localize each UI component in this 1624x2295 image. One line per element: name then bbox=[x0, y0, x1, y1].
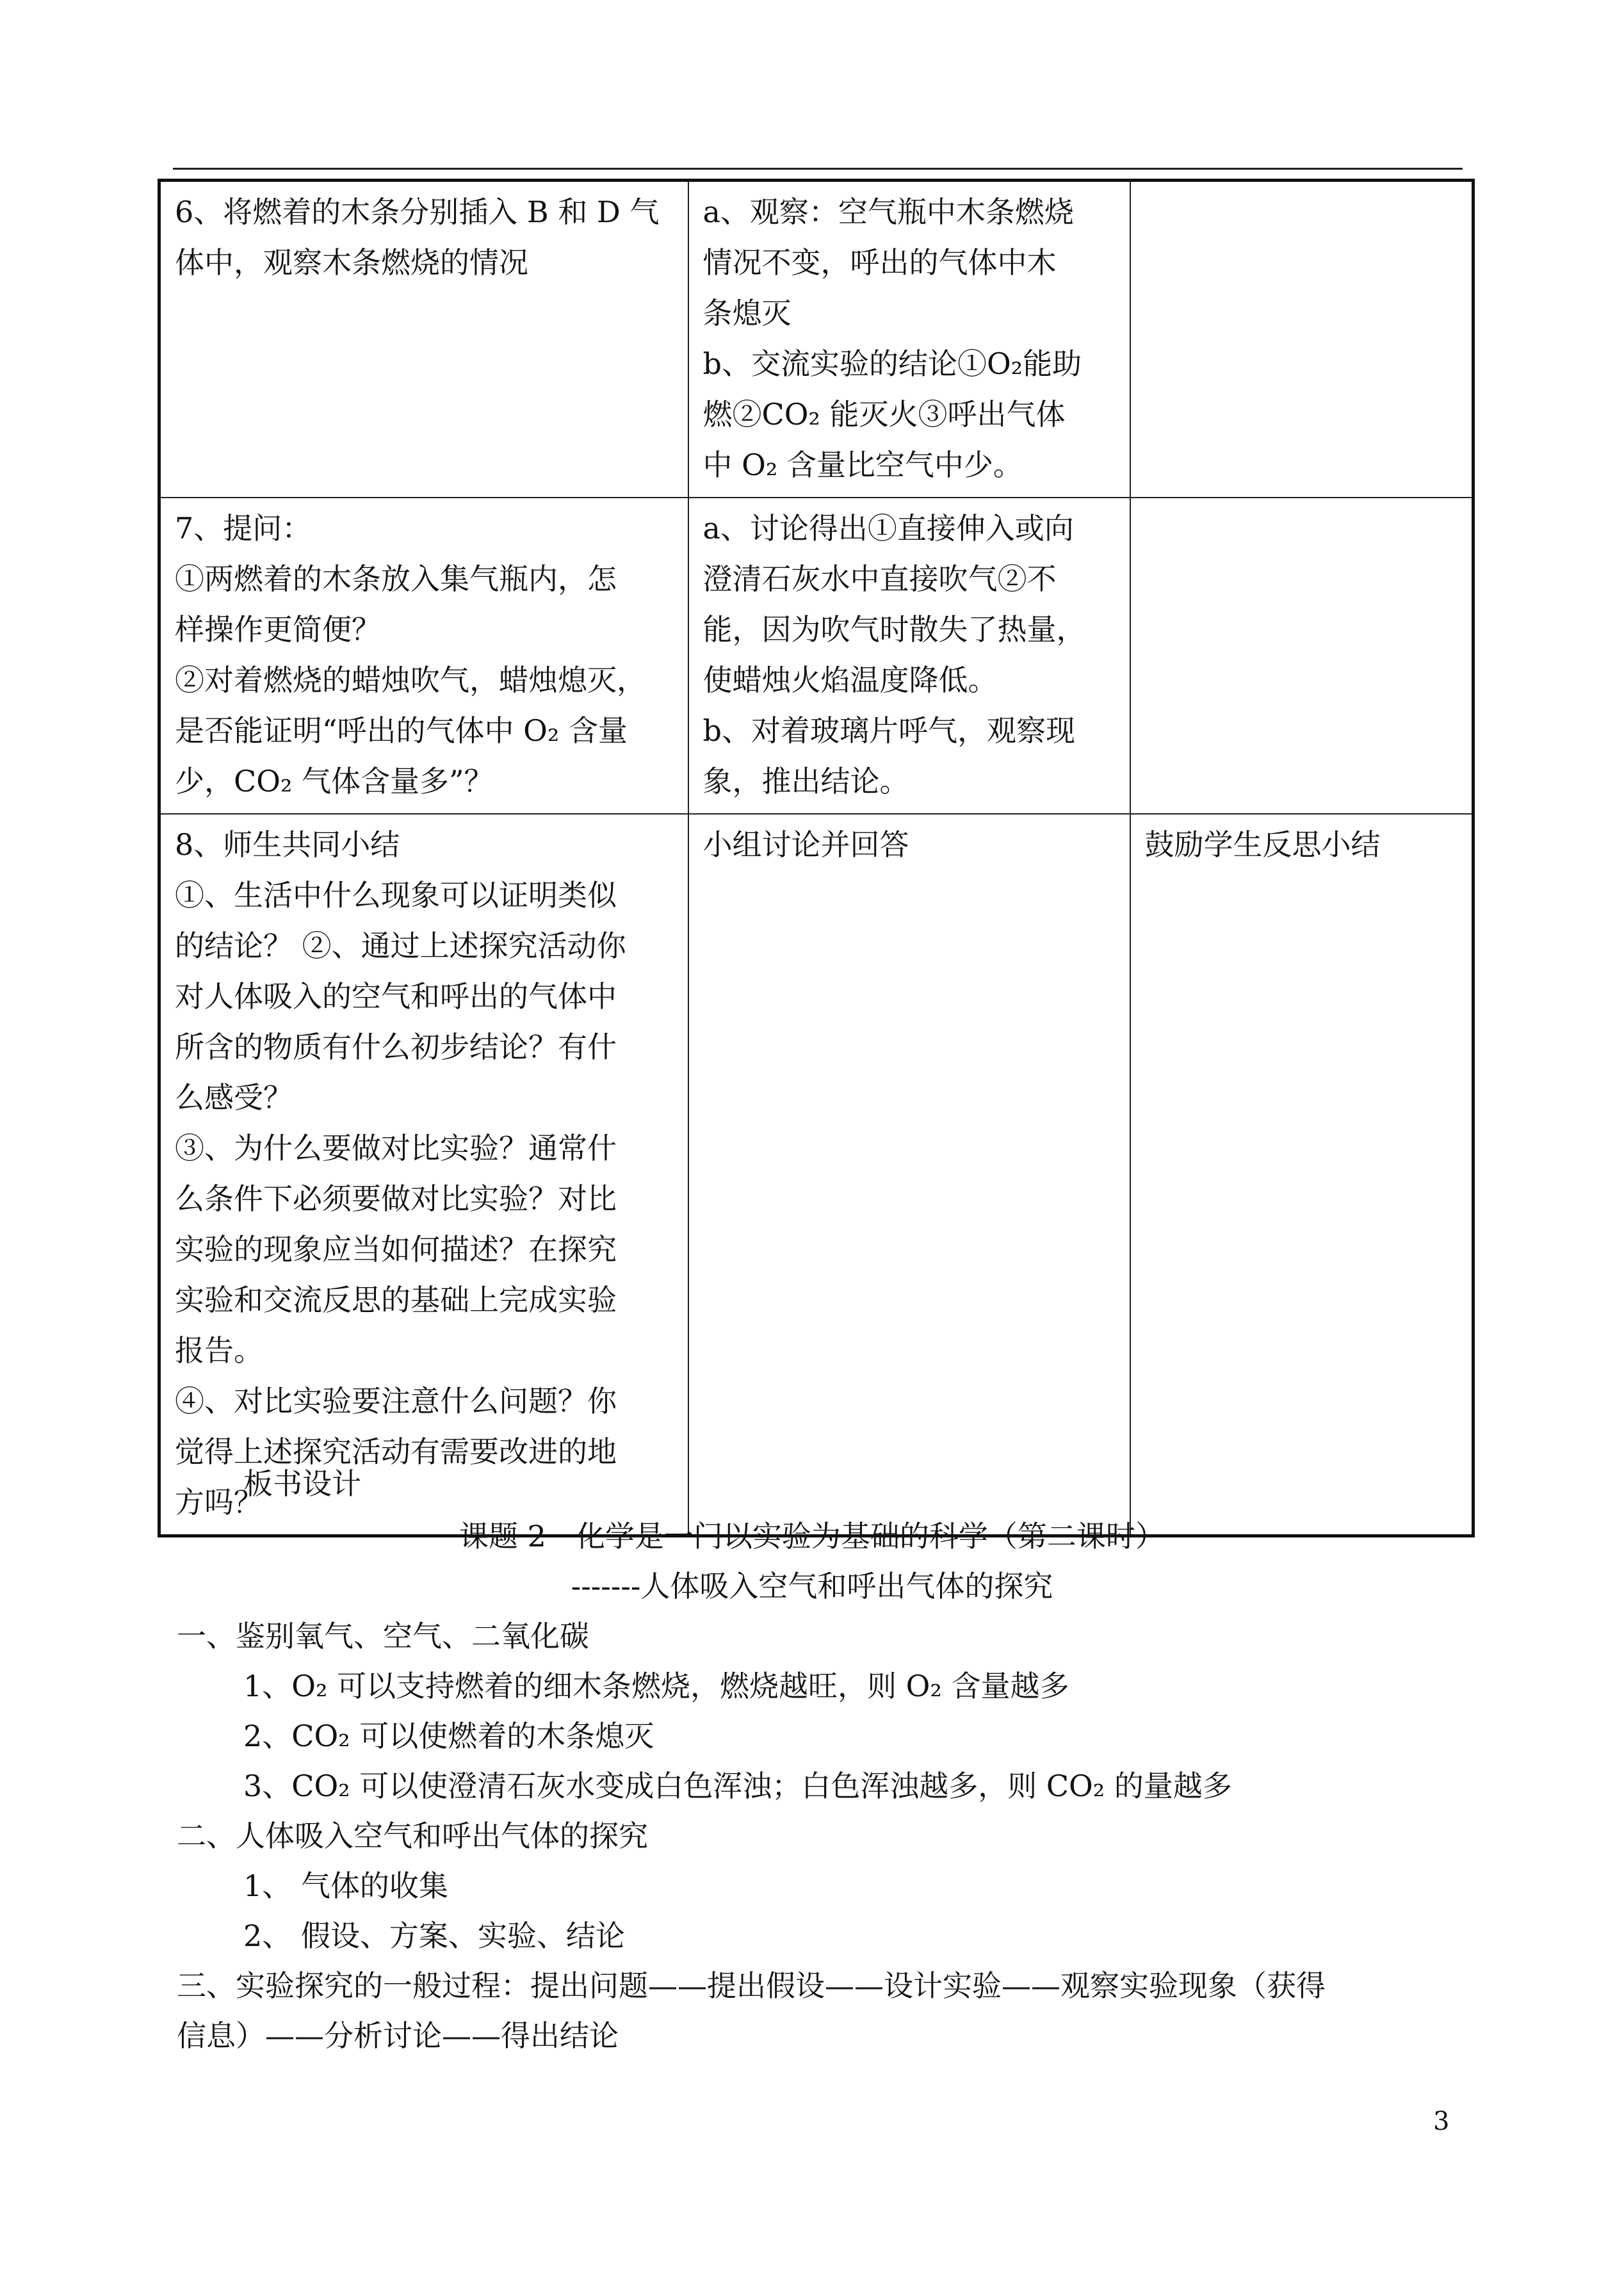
cell-line: 7、提问： bbox=[175, 511, 312, 546]
teacher-activity-cell bbox=[159, 814, 688, 1536]
board-heading: 板书设计 bbox=[243, 1466, 361, 1501]
cell-line: 中 O₂ 含量比空气中少。 bbox=[702, 448, 1023, 482]
section-3-line-2: 信息）——分析讨论——得出结论 bbox=[177, 2018, 619, 2053]
cell-line: 报告。 bbox=[175, 1333, 263, 1368]
cell-line: ①两燃着的木条放入集气瓶内，怎 bbox=[175, 562, 617, 596]
section-2-heading: 二、人体吸入空气和呼出气体的探究 bbox=[177, 1819, 648, 1853]
cell-line: 6、将燃着的木条分别插入 B 和 D 气 bbox=[175, 195, 660, 229]
student-activity-cell bbox=[688, 498, 1130, 814]
section-1-heading: 一、鉴别氧气、空气、二氧化碳 bbox=[177, 1619, 589, 1653]
student-activity-cell bbox=[688, 814, 1130, 1536]
cell-line: 是否能证明“呼出的气体中 O₂ 含量 bbox=[175, 713, 628, 748]
section-1-item-3: 3、CO₂ 可以使澄清石灰水变成白色浑浊；白色浑浊越多，则 CO₂ 的量越多 bbox=[243, 1769, 1232, 1803]
cell-line: b、交流实验的结论①O₂能助 bbox=[702, 346, 1082, 381]
table-row bbox=[159, 498, 1474, 814]
cell-line: 8、师生共同小结 bbox=[175, 827, 400, 862]
table-row bbox=[159, 181, 1474, 498]
cell-line: 燃②CO₂ 能灭火③呼出气体 bbox=[702, 397, 1066, 432]
board-title: 课题 2 化学是一门以实验为基础的科学（第二课时） bbox=[459, 1519, 1165, 1553]
section-2-item-1: 1、 气体的收集 bbox=[243, 1869, 448, 1903]
cell-line: b、对着玻璃片呼气，观察现 bbox=[702, 713, 1075, 748]
cell-line: 实验和交流反思的基础上完成实验 bbox=[175, 1283, 617, 1317]
cell-line: 能，因为吹气时散失了热量， bbox=[702, 612, 1086, 647]
cell-line: 对人体吸入的空气和呼出的气体中 bbox=[175, 979, 617, 1014]
table-row bbox=[159, 814, 1474, 1536]
header-rule bbox=[173, 168, 1463, 170]
cell-line: 少，CO₂ 气体含量多”？ bbox=[175, 764, 494, 799]
cell-line: 象，推出结论。 bbox=[702, 764, 909, 799]
teacher-activity-cell bbox=[159, 498, 688, 814]
cell-line: 么条件下必须要做对比实验？对比 bbox=[175, 1181, 617, 1216]
design-intent-cell bbox=[1130, 498, 1474, 814]
cell-line: 所含的物质有什么初步结论？有什 bbox=[175, 1030, 617, 1064]
cell-line: 小组讨论并回答 bbox=[702, 827, 909, 862]
cell-line: a、讨论得出①直接伸入或向 bbox=[702, 511, 1074, 546]
cell-line: 实验的现象应当如何描述？在探究 bbox=[175, 1232, 617, 1267]
board-subtitle: -------人体吸入空气和呼出气体的探究 bbox=[571, 1569, 1053, 1603]
cell-line: ④、对比实验要注意什么问题？你 bbox=[175, 1384, 617, 1418]
cell-line: 觉得上述探究活动有需要改进的地 bbox=[175, 1434, 617, 1469]
cell-line: 的结论？ ②、通过上述探究活动你 bbox=[175, 929, 626, 963]
lesson-table bbox=[158, 179, 1475, 1537]
section-3-line-1: 三、实验探究的一般过程：提出问题——提出假设——设计实验——观察实验现象（获得 bbox=[177, 1968, 1326, 2003]
cell-line: 澄清石灰水中直接吹气②不 bbox=[702, 562, 1057, 596]
design-intent-cell bbox=[1130, 814, 1474, 1536]
section-1-item-2: 2、CO₂ 可以使燃着的木条熄灭 bbox=[243, 1719, 654, 1753]
section-2-item-2: 2、 假设、方案、实验、结论 bbox=[243, 1918, 625, 1953]
cell-line: 使蜡烛火焰温度降低。 bbox=[702, 663, 998, 697]
cell-line: 情况不变，呼出的气体中木 bbox=[702, 245, 1057, 280]
cell-line: ①、生活中什么现象可以证明类似 bbox=[175, 878, 617, 912]
section-1-item-1: 1、O₂ 可以支持燃着的细木条燃烧，燃烧越旺，则 O₂ 含量越多 bbox=[243, 1669, 1069, 1703]
cell-line: 么感受？ bbox=[175, 1080, 293, 1115]
design-intent-cell bbox=[1130, 181, 1474, 498]
cell-line: 方吗？ bbox=[175, 1485, 263, 1520]
teacher-activity-cell bbox=[159, 181, 688, 498]
cell-line: 样操作更简便？ bbox=[175, 612, 381, 647]
page-number: 3 bbox=[1433, 2107, 1450, 2136]
student-activity-cell bbox=[688, 181, 1130, 498]
cell-line: ②对着燃烧的蜡烛吹气，蜡烛熄灭， bbox=[175, 663, 646, 697]
cell-line: 条熄灭 bbox=[702, 296, 792, 330]
cell-line: 体中，观察木条燃烧的情况 bbox=[175, 245, 528, 280]
cell-line: 鼓励学生反思小结 bbox=[1144, 827, 1381, 862]
cell-line: a、观察：空气瓶中木条燃烧 bbox=[702, 195, 1074, 229]
cell-line: ③、为什么要做对比实验？通常什 bbox=[175, 1131, 617, 1165]
